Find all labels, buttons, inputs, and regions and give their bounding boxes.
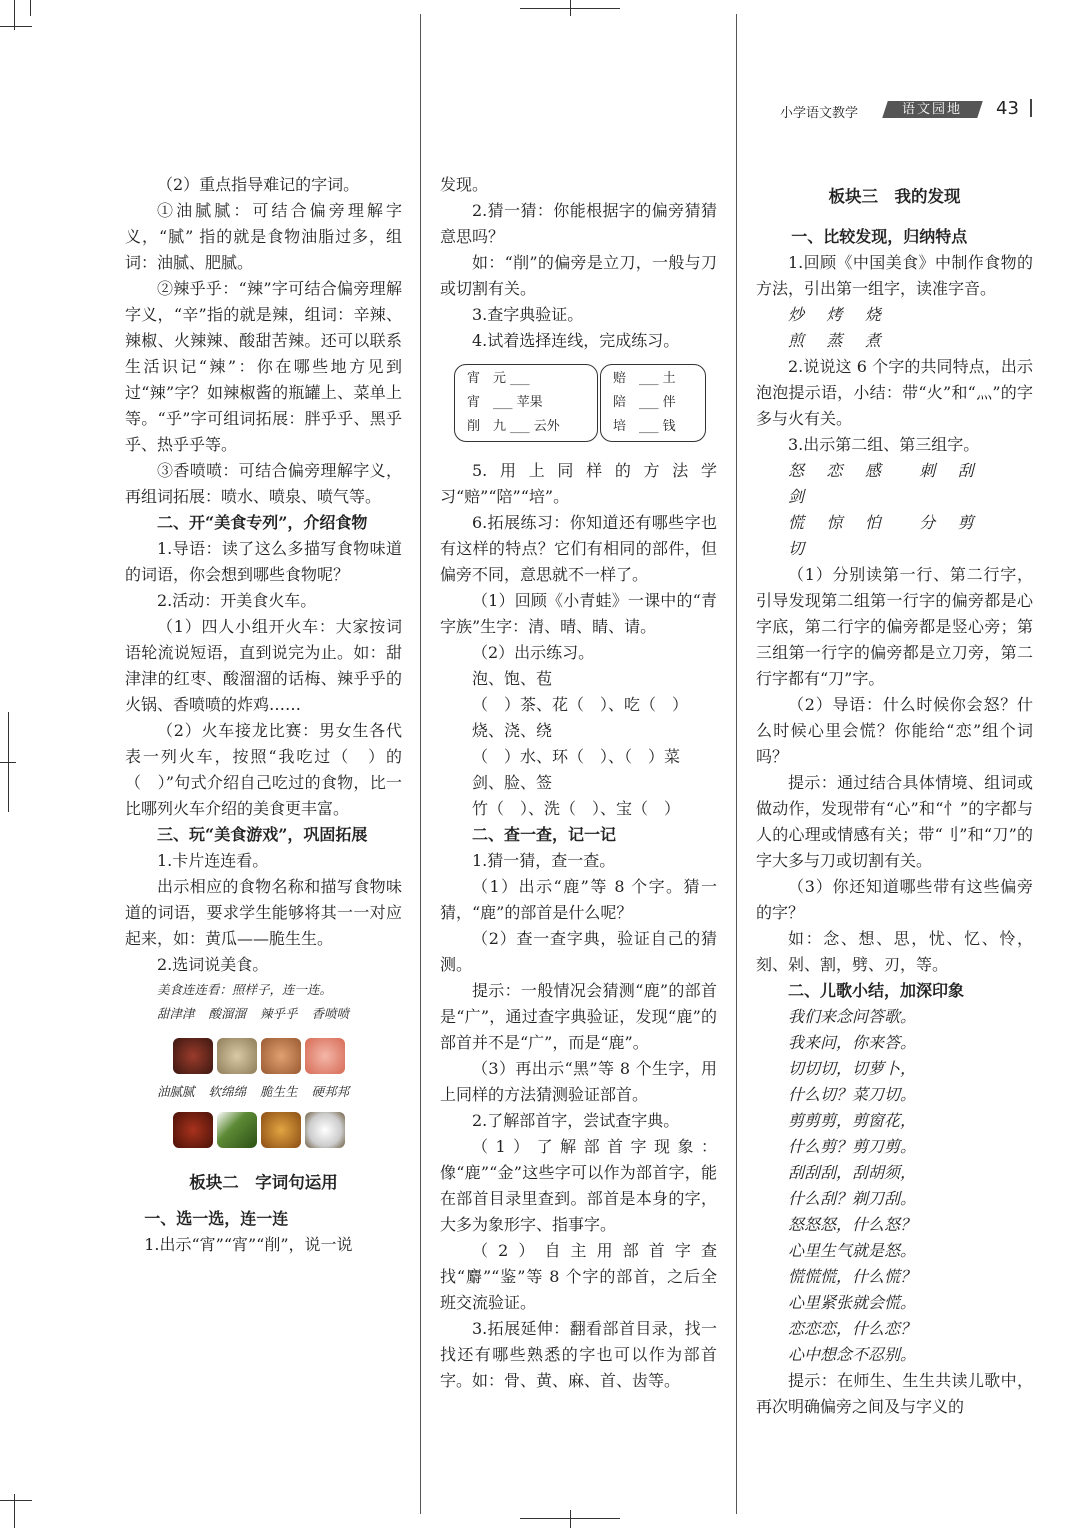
paragraph: 1.出示“宵”“宵”“削”，说一说 [144, 1235, 353, 1254]
page-number: 43 [996, 98, 1019, 119]
block-heading: 板块三 我的发现 [828, 187, 961, 206]
paragraph: （2）自主用部首字查找“麝”“鉴”等 8 个字的部首，之后全班交流验证。 [440, 1241, 717, 1312]
column-2 [440, 172, 717, 1394]
paragraph: 如：念、想、思，忧、忆、怜，刻、剁、割，劈、刃，等。 [756, 929, 1033, 974]
song-line: 我来问，你来答。 [788, 1033, 917, 1052]
paragraph: （1）了解部首字现象：像“鹿”“金”这些字可以作为部首字，能在部首目录里查到。部首是本身的字，大多为象形字、指事字。 [440, 1137, 717, 1234]
song-line: 刮刮刮，刮胡须， [788, 1163, 917, 1182]
paragraph: （1）回顾《小青蛙》一课中的“青字族”生字：清、晴、睛、请。 [440, 591, 717, 636]
exercise-line: （ ）茶、花（ ）、吃（ ） [472, 695, 689, 714]
paragraph: 2.猜一猜：你能根据字的偏旁猜猜意思吗？ [440, 201, 717, 246]
column-divider [420, 14, 421, 1514]
column-divider [736, 14, 737, 1514]
section-heading: 一、比较发现，归纳特点 [791, 227, 968, 246]
paragraph: 3.拓展延伸：翻看部首目录，找一找还有哪些熟悉的字也可以作为部首字。如：骨、黄、麻、首、齿等。 [440, 1319, 717, 1390]
food-image [305, 1112, 345, 1148]
exercise-box-right: 赔 ___ 土 陪 ___ 伴 培 ___ 钱 [600, 364, 706, 442]
song-line: 什么刮？剃刀刮。 [788, 1189, 917, 1208]
crop-mark [0, 1500, 32, 1501]
song-line: 什么剪？剪刀剪。 [788, 1137, 917, 1156]
column-3 [756, 172, 1033, 1420]
paragraph: 1.回顾《中国美食》中制作食物的方法，引出第一组字，读准字音。 [756, 253, 1033, 298]
paragraph: （3）你还知道哪些带有这些偏旁的字？ [756, 877, 1033, 922]
song-line: 心中想念不忍别。 [788, 1345, 917, 1364]
crop-mark [14, 0, 15, 30]
exercise-line: 剑、脸、签 [472, 773, 553, 792]
paragraph: 3.查字典验证。 [472, 305, 584, 324]
char-group: 慌 惊 怕 分 剪切 [788, 513, 974, 558]
food-image [173, 1112, 213, 1148]
paragraph: （2）出示练习。 [472, 643, 595, 662]
exercise-line: （ ）水、环（ ）、（ ）菜 [472, 747, 681, 766]
block-heading: 板块二 字词句运用 [189, 1173, 338, 1192]
exercise-line: 烧、浇、绕 [472, 721, 553, 740]
song-line: 怒怒怒，什么怒？ [788, 1215, 917, 1234]
food-image [261, 1112, 301, 1148]
paragraph: 提示：通过结合具体情境、组词或做动作，发现带有“心”和“忄”的字都与人的心理或情感有关；带“刂”和“刀”的字大多与刀或切割有关。 [756, 773, 1033, 870]
song-line: 切切切，切萝卜， [788, 1059, 917, 1078]
exercise-line: 泡、饱、苞 [472, 669, 553, 688]
paragraph: 1.卡片连连看。 [157, 851, 269, 870]
section-heading: 二、开“美食专列”，介绍食物 [157, 513, 368, 532]
paragraph: ②辣乎乎：“辣”字可结合偏旁理解字义，“辛”指的就是辣，组词：辛辣、辣椒、火辣辣、酸甜苦辣。还可以联系生活识记“辣”：你在哪些地方见到过“辣”字？如辣椒酱的瓶罐上、菜单上等。“乎”字可组词拓展：胖乎乎、黑乎乎、热乎乎等。 [125, 279, 402, 454]
paragraph: （3）再出示“黑”等 8 个生字，用上同样的方法猜测验证部首。 [440, 1059, 717, 1104]
song-line: 恋恋恋，什么恋？ [788, 1319, 917, 1338]
card-taste-row: 甜津津 酸溜溜 辣乎乎 香喷喷 [157, 1006, 350, 1021]
paragraph: 发现。 [440, 175, 489, 194]
paragraph: 提示：一般情况会猜测“鹿”的部首是“广”，通过查字典验证，发现“鹿”的部首并不是“广”，而是“鹿”。 [440, 981, 717, 1052]
column-1 [125, 172, 402, 1258]
paragraph: 2.选词说美食。 [157, 955, 269, 974]
crop-mark [0, 26, 32, 27]
exercise-box-left: 宵 元 ___ 宵 ___ 苹果 削 九 ___ 云外 [454, 364, 598, 442]
exercise-line: 竹（ ）、洗（ ）、宝（ ） [472, 799, 681, 818]
matching-card [125, 978, 402, 1158]
section-heading: 二、儿歌小结，加深印象 [788, 981, 965, 1000]
paragraph: 6.拓展练习：你知道还有哪些字也有这样的特点？它们有相同的部件，但偏旁不同，意思就不一样了。 [440, 513, 717, 584]
paragraph: （2）导语：什么时候你会怒？什么时候心里会慌？你能给“恋”组个词吗？ [756, 695, 1033, 766]
paragraph: 1.导语：读了这么多描写食物味道的词语，你会想到哪些食物呢？ [125, 539, 402, 584]
paragraph: 2.说说这 6 个字的共同特点，出示泡泡提示语，小结：带“火”和“灬”的字多与火有关。 [756, 357, 1033, 428]
char-group: 炒 烤 烧 [788, 305, 881, 324]
food-image [305, 1038, 345, 1074]
journal-name: 小学语文教学 [780, 106, 859, 121]
paragraph: 出示相应的食物名称和描写食物味道的词语，要求学生能够将其一一对应起来，如：黄瓜——脆生生。 [125, 877, 402, 948]
char-group: 怒 恋 感 刺 刮剑 [788, 461, 974, 506]
paragraph: （1）四人小组开火车：大家按词语轮流说短语，直到说完为止。如：甜津津的红枣、酸溜溜的话梅、辣乎乎的火锅、香喷喷的炸鸡…… [125, 617, 402, 714]
paragraph: 2.了解部首字，尝试查字典。 [472, 1111, 680, 1130]
song-line: 心里生气就是怒。 [788, 1241, 917, 1260]
crop-mark [570, 0, 571, 16]
paragraph: 4.试着选择连线，完成练习。 [472, 331, 680, 350]
paragraph: （1）出示“鹿”等 8 个字。猜一猜，“鹿”的部首是什么呢？ [440, 877, 717, 922]
food-image [217, 1038, 257, 1074]
paragraph: 提示：在师生、生生共读儿歌中，再次明确偏旁之间及与字义的 [756, 1371, 1033, 1416]
card-title: 美食连连看：照样子，连一连。 [157, 982, 333, 997]
paragraph: ①油腻腻：可结合偏旁理解字义，“腻” 指的就是食物油脂过多，组词：油腻、肥腻。 [125, 201, 402, 272]
song-line: 我们来念问答歌。 [788, 1007, 917, 1026]
paragraph: 5.用上同样的方法学习“赔”“陪”“培”。 [440, 461, 717, 506]
card-food-row: 油腻腻 软绵绵 脆生生 硬邦邦 [157, 1084, 350, 1099]
paragraph: 3.出示第二组、第三组字。 [788, 435, 980, 454]
crop-mark [14, 1494, 15, 1528]
header-bar [1030, 99, 1032, 117]
food-image [217, 1112, 257, 1148]
paragraph: ③香喷喷：可结合偏旁理解字义，再组词拓展：喷水、喷泉、喷气等。 [125, 461, 402, 506]
crop-mark [570, 1510, 571, 1528]
char-group: 煎 蒸 煮 [788, 331, 881, 350]
paragraph: 如：“削”的偏旁是立刀，一般与刀或切割有关。 [440, 253, 717, 298]
paragraph: 2.活动：开美食火车。 [157, 591, 317, 610]
paragraph: （2）查一查字典，验证自己的猜测。 [440, 929, 717, 974]
song-line: 慌慌慌，什么慌？ [788, 1267, 917, 1286]
crop-mark [8, 712, 9, 812]
song-line: 剪剪剪，剪窗花， [788, 1111, 917, 1130]
song-line: 心里紧张就会慌。 [788, 1293, 917, 1312]
section-heading: 三、玩“美食游戏”，巩固拓展 [157, 825, 368, 844]
food-images [157, 1026, 402, 1080]
exercise-boxes [440, 354, 717, 458]
paragraph: （2）重点指导难记的字词。 [157, 175, 360, 194]
section-heading: 二、查一查，记一记 [472, 825, 617, 844]
section-heading: 一、选一选，连一连 [144, 1209, 289, 1228]
section-tag: 语文园地 [882, 101, 983, 118]
food-image [261, 1038, 301, 1074]
food-images [157, 1104, 402, 1158]
paragraph: 1.猜一猜，查一查。 [472, 851, 616, 870]
food-image [173, 1038, 213, 1074]
paragraph: （1）分别读第一行、第二行字，引导发现第二组第一行字的偏旁都是心字底，第二行字的偏旁都是竖心旁；第三组第一行字的偏旁都是立刀旁，第二行字都有“刀”字。 [756, 565, 1033, 688]
crop-mark [30, 0, 31, 16]
children-song [756, 1004, 1033, 1368]
song-line: 什么切？菜刀切。 [788, 1085, 917, 1104]
paragraph: （2）火车接龙比赛：男女生各代表一列火车，按照“我吃过（ ）的（ ）”句式介绍自己吃过的食物，比一比哪列火车介绍的美食更丰富。 [125, 721, 402, 818]
